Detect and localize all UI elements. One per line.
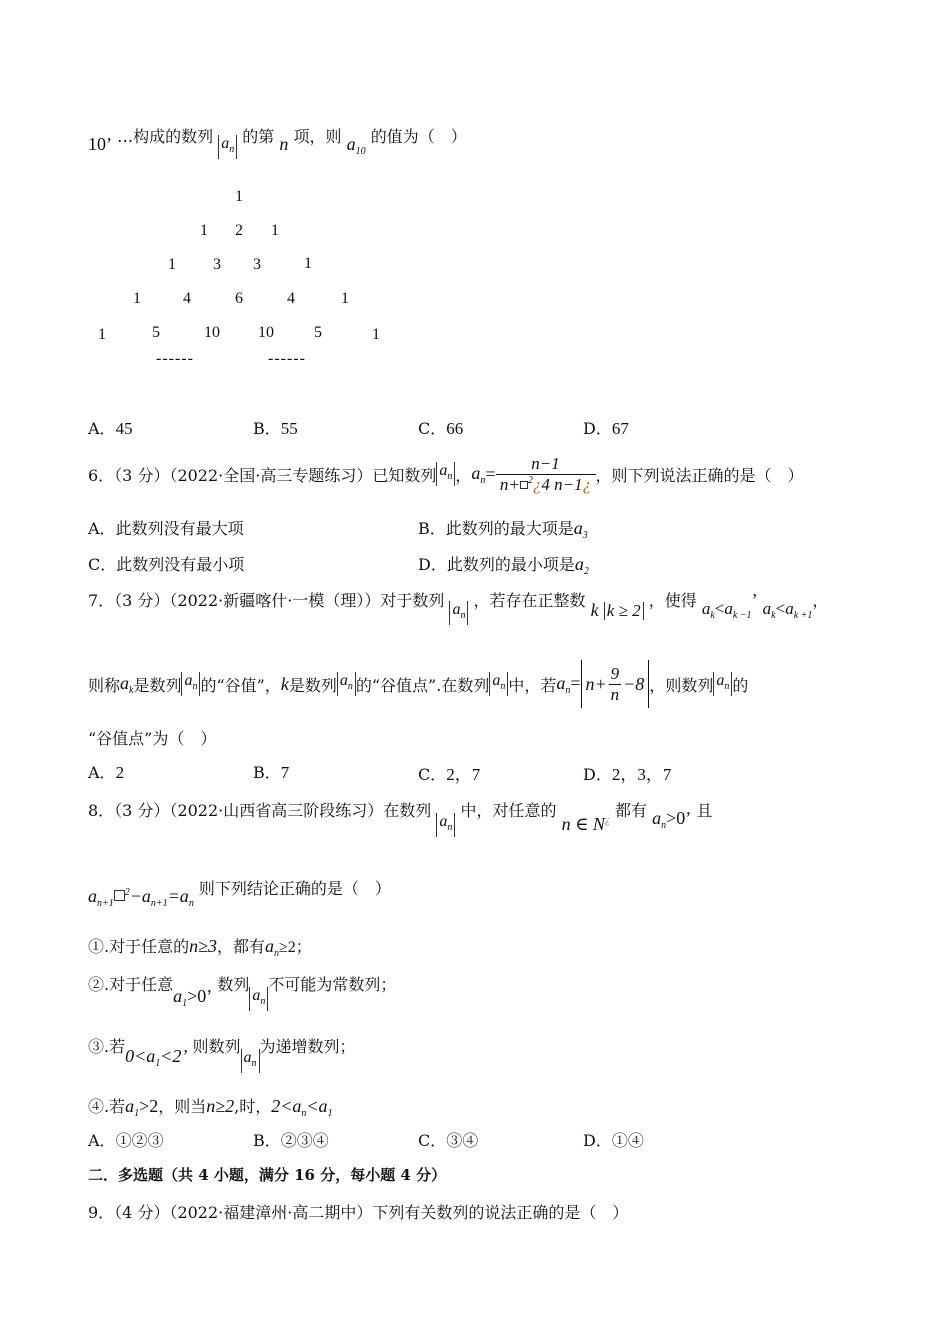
q8-seq: $a_n$	[249, 987, 268, 1011]
q8-seq: $a_n$	[436, 813, 455, 837]
q7-an-eq: $a_n=$	[556, 672, 581, 696]
q7-stem-line1	[88, 588, 829, 621]
q5-text2: 的第	[242, 127, 275, 146]
q7-option-b: B．7	[253, 763, 290, 782]
tri-cell: 1	[271, 222, 279, 239]
q7-option-a: A．2	[88, 763, 125, 782]
placeholder-box-icon	[114, 890, 125, 901]
q7-l2-4: 是数列	[288, 675, 337, 695]
q8-item-1: ①.对于任意的n≥3，都有$a_n\ge 2$；	[88, 936, 312, 959]
q6-equals: =	[485, 463, 496, 484]
q5-text3: 项，则	[293, 127, 342, 146]
q6-stem-suffix: ，则下列说法正确的是（ ）	[595, 465, 804, 485]
q9-stem: 9．（4 分）（2022·福建漳州·高二期中）下列有关数列的说法正确的是（ ）	[88, 1203, 629, 1222]
section-heading: 二．多选题（共 4 小题，满分 16 分，每小题 4 分）	[88, 1166, 447, 1184]
q6-seq: $a_n$	[436, 462, 455, 486]
q6-option-d: D．此数列的最小项是$a_2$	[418, 554, 589, 577]
q8-option-a: A．①②③	[88, 1131, 164, 1150]
q8-text2: 中，对任意的	[460, 801, 557, 820]
q6-option-b-var: $a_3$	[573, 518, 588, 541]
q6-comma: ，	[455, 465, 472, 485]
q8-n-in-N: n ∈ N¿	[561, 814, 610, 834]
tri-cell: 2	[235, 222, 243, 239]
q6-stem-prefix: 6．（3 分）（2022·全国·高三专题练习）已知数列	[88, 465, 437, 485]
q7-l2-5: 的“谷值点”.在数列	[355, 675, 490, 695]
q5-text1: …构成的数列	[117, 127, 214, 146]
q8-relation: $a_{n+1}^2-a_{n+1}=a_n$	[88, 886, 194, 909]
q5-option-a: A．45	[88, 419, 133, 438]
q7-l2-8: 的	[732, 675, 749, 695]
tri-cell: 1	[133, 290, 141, 307]
tri-cell: 5	[152, 324, 160, 341]
q8-item-2: ②.对于任意$a_1>0$’ 数列$a_n$不可能为常数列；	[88, 975, 397, 1009]
q7-k2: k	[280, 673, 289, 694]
tri-cell: 1	[98, 326, 106, 343]
q6-numerator: n−1	[496, 454, 596, 475]
tri-cell: 4	[287, 290, 295, 307]
q8-text4: 且	[696, 801, 713, 820]
q7-seq: $a_n$	[181, 672, 200, 696]
tri-cell: 10	[258, 324, 274, 341]
tri-cell: 5	[314, 324, 322, 341]
q8-option-c: C．③④	[418, 1131, 479, 1150]
q8-item-3: ③.若$0<a_1<2$’ 则数列$a_n$为递增数列；	[88, 1034, 356, 1063]
q7-seq: $a_n$	[449, 601, 468, 625]
tri-cell: 3	[213, 256, 221, 273]
tri-cell: 1	[235, 188, 243, 205]
tri-cell: 1	[304, 255, 312, 272]
q7-stem-line3: “谷值点”为（ ）	[88, 729, 217, 748]
tri-cell: 3	[253, 256, 261, 273]
tri-cell: 6	[235, 290, 243, 307]
q6-option-d-var: $a_2$	[574, 554, 589, 577]
tri-cell: 4	[183, 290, 191, 307]
q7-absolute-value: n+ $\frac{9}{n}$ −8	[581, 660, 650, 708]
q7-tail-comma: ，	[812, 591, 829, 610]
q8-stem-prefix: 8．（3 分）（2022·山西省高三阶段练习）在数列	[88, 801, 432, 820]
q5-lead-number: 10’	[88, 134, 112, 154]
q7-l2-6: 中，若	[508, 675, 557, 695]
q5-seq: $a_n$	[218, 135, 237, 159]
q7-seq: $a_n$	[337, 672, 356, 696]
q7-fraction: $\frac{9}{n}$	[610, 663, 620, 704]
q5-option-c: C．66	[418, 419, 464, 438]
q6-an: $a_n$	[471, 462, 486, 486]
q7-stem-line2	[88, 656, 748, 712]
q6-option-b: B．此数列的最大项是$a_3$	[418, 518, 588, 541]
q7-ak: $a_k$	[120, 672, 134, 696]
q6-fraction	[496, 454, 596, 495]
q8-text3: 都有	[615, 801, 648, 820]
q8-text5: 则下列结论正确的是（ ）	[198, 879, 391, 898]
q7-inequality-1: $a_k<a_{k -1}$	[701, 599, 752, 621]
q7-text2: ，若存在正整数	[473, 591, 586, 610]
q7-l2-3: 的“谷值”，	[200, 675, 281, 695]
q6-option-c: C．此数列没有最小项	[88, 555, 245, 574]
tri-dashes-left: ------	[156, 350, 194, 367]
q8-item-4: ④.若$a_1>2$，则当n≥2,时，$2<a_n<a_1$	[88, 1096, 333, 1119]
placeholder-box-icon	[520, 481, 528, 489]
q8-seq: $a_n$	[241, 1049, 260, 1073]
q7-k: k	[590, 600, 599, 620]
q7-k-condition: k ≥ 2	[604, 602, 644, 620]
q7-option-d: D．2，3，7	[583, 765, 672, 784]
tri-dashes-right: ------	[268, 350, 306, 367]
q8-option-b: B．②③④	[253, 1131, 329, 1150]
tri-cell: 1	[372, 326, 380, 343]
tri-cell: 1	[168, 256, 176, 273]
q7-seq: $a_n$	[713, 672, 732, 696]
q5-a10: $a_{10}$	[346, 134, 366, 157]
tri-cell: 1	[341, 290, 349, 307]
q7-stem-prefix: 7．（3 分）（2022·新疆喀什·一模（理））对于数列	[88, 591, 445, 610]
q5-stem	[88, 124, 467, 157]
q8-an-positive: $a_n>0$’	[652, 808, 692, 831]
tri-cell: 10	[204, 324, 220, 341]
q7-l2-7: ，则数列	[649, 675, 714, 695]
q5-option-d: D．67	[583, 419, 629, 438]
q5-n: n	[279, 134, 289, 154]
tri-cell: 1	[200, 222, 208, 239]
q7-l2-1: 则称	[88, 675, 121, 695]
q7-sep: ’	[751, 590, 758, 610]
q6-stem	[88, 452, 804, 496]
q8-stem-line1	[88, 798, 713, 834]
q7-text3: ，使得	[648, 591, 697, 610]
q6-denominator: n+ $^2$¿4 n−1¿	[499, 474, 592, 494]
q5-option-b: B．55	[253, 419, 298, 438]
q7-l2-2: 是数列	[133, 675, 182, 695]
q7-option-c: C．2，7	[418, 765, 481, 784]
q7-seq: $a_n$	[489, 672, 508, 696]
q8-stem-line2	[88, 876, 391, 909]
q7-inequality-2: $a_k<a_{k +1}$	[762, 599, 813, 621]
q8-option-d: D．①④	[583, 1131, 644, 1150]
q6-option-a: A．此数列没有最大项	[88, 519, 244, 538]
q5-text4: 的值为（ ）	[370, 127, 467, 146]
